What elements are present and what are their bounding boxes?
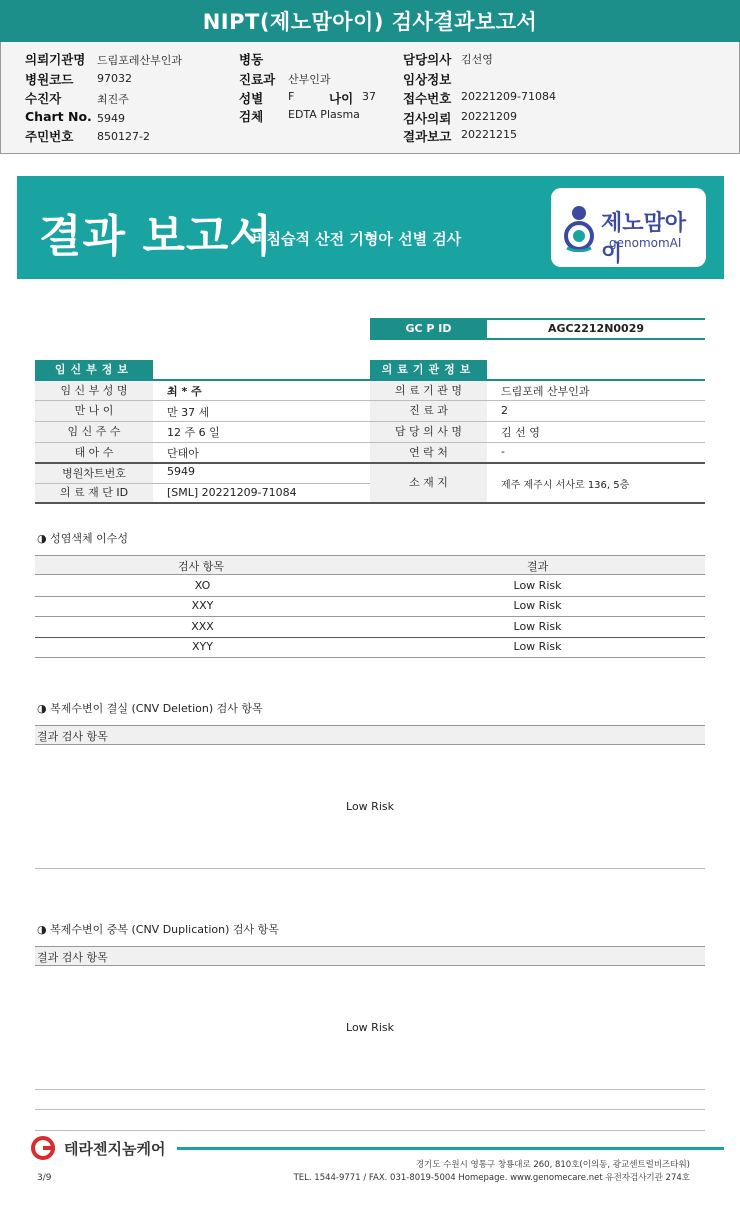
col-item-header: 검사 항목 [178, 560, 225, 573]
institution-key: 소 재 지 [370, 464, 487, 502]
divider [35, 868, 705, 869]
pregnant-value: 단태아 [167, 447, 199, 460]
pregnant-info-title: 임신부정보 [35, 360, 153, 380]
header-label: 진료과 [239, 72, 276, 87]
report-banner [17, 176, 724, 279]
logo-subtext: genomomAI [609, 236, 682, 250]
header-value: 5949 [97, 112, 125, 125]
divider [35, 1089, 705, 1090]
institution-value: 2 [501, 404, 508, 417]
age-value: 37 [362, 90, 376, 103]
table-header [35, 946, 705, 966]
header-value: 최진주 [97, 93, 129, 106]
header-value: EDTA Plasma [288, 108, 360, 121]
divider [35, 502, 705, 504]
genomom-logo-icon [561, 204, 597, 252]
patient-header-box [0, 42, 740, 154]
table-header [35, 725, 705, 745]
pregnant-value: 최 * 주 [167, 385, 202, 398]
institution-value: 드림포레 산부인과 [501, 385, 590, 398]
header-label: 수진자 [25, 91, 62, 106]
header-value: 드림포레산부인과 [97, 54, 183, 67]
pregnant-key: 의 료 재 단 ID [35, 484, 153, 502]
pregnant-key: 병원차트번호 [35, 464, 153, 483]
cnv-del-result: Low Risk [346, 800, 394, 813]
header-value: 850127-2 [97, 130, 150, 143]
header-value: 20221209 [461, 110, 517, 123]
header-value: 97032 [97, 72, 132, 85]
header-label: 임상정보 [403, 72, 452, 87]
header-label: 병원코드 [25, 72, 74, 87]
table-cell-result: Low Risk [513, 599, 562, 612]
table-cell-result: Low Risk [513, 579, 562, 592]
institution-key: 의 료 기 관 명 [370, 381, 487, 400]
pregnant-key: 만 나 이 [35, 401, 153, 421]
cnv-dup-result: Low Risk [346, 1021, 394, 1034]
institution-value: 김 선 영 [501, 426, 540, 439]
divider [35, 1109, 705, 1110]
header-label: 병동 [239, 52, 264, 67]
header-label: 검체 [239, 109, 264, 124]
age-label: 나이 [329, 91, 354, 106]
table-header [35, 555, 705, 575]
banner-title: 결과 보고서 [39, 211, 273, 262]
section-title: ◑ 복제수변이 중복 (CNV Duplication) 검사 항목 [37, 923, 279, 936]
footer-contact: TEL. 1544-9771 / FAX. 031-8019-5004 Homepage. www.genomecare.net 유전자검사기관 274호 [293, 1173, 690, 1183]
col-result-header: 결과 [527, 560, 549, 573]
divider [35, 637, 705, 638]
divider [35, 1130, 705, 1131]
pregnant-key: 임 신 주 수 [35, 422, 153, 442]
header-label: 주민번호 [25, 129, 74, 144]
header-label: Chart No. [25, 109, 92, 124]
cnv-del-header: 결과 검사 항목 [37, 730, 108, 743]
pregnant-value: 만 37 세 [167, 406, 210, 419]
header-value: 20221209-71084 [461, 90, 556, 103]
divider [35, 616, 705, 617]
institution-info-title: 의료기관정보 [370, 360, 487, 380]
genomom-logo [551, 188, 706, 267]
footer-company: 테라젠지놈케어 [64, 1140, 166, 1158]
header-label: 접수번호 [403, 91, 452, 106]
pregnant-value: [SML] 20221209-71084 [167, 486, 297, 499]
page-number: 3/9 [37, 1173, 52, 1183]
table-cell-result: Low Risk [513, 620, 562, 633]
divider [35, 596, 705, 597]
gc-pid-label: GC P ID [370, 318, 487, 340]
pregnant-key: 임 신 부 성 명 [35, 381, 153, 400]
table-cell-item: XYY [192, 640, 213, 653]
header-value: F [288, 90, 295, 103]
header-value: 산부인과 [288, 73, 331, 86]
table-cell-item: XO [194, 579, 211, 592]
header-label: 성별 [239, 91, 264, 106]
divider [35, 657, 705, 658]
pregnant-value: 5949 [167, 465, 195, 478]
institution-key: 진 료 과 [370, 401, 487, 421]
banner-subtitle: 비침습적 산전 기형아 선별 검사 [252, 230, 462, 248]
table-cell-result: Low Risk [513, 640, 562, 653]
header-label: 검사의뢰 [403, 111, 452, 126]
pregnant-value: 12 주 6 일 [167, 426, 220, 439]
header-label: 의뢰기관명 [25, 52, 86, 67]
document-title: NIPT(제노맘아이) 검사결과보고서 [0, 0, 740, 42]
header-label: 결과보고 [403, 129, 452, 144]
terragen-logo-icon [31, 1136, 61, 1160]
institution-value: 제주 제주시 서사로 136, 5층 [501, 480, 630, 491]
section-title: ◑ 복제수변이 결실 (CNV Deletion) 검사 항목 [37, 702, 263, 715]
footer-divider [177, 1147, 724, 1150]
institution-key: 연 락 처 [370, 443, 487, 462]
pregnant-key: 태 아 수 [35, 443, 153, 462]
institution-key: 담 당 의 사 명 [370, 422, 487, 442]
logo-text: 제노맘아이 [601, 211, 687, 267]
footer-address: 경기도 수원시 영통구 창룡대로 260, 810호(이의동, 광교센트럴비즈타워) [415, 1160, 690, 1170]
gc-pid-value: AGC2212N0029 [487, 318, 705, 340]
table-cell-item: XXX [191, 620, 214, 633]
section-title: ◑ 성염색체 이수성 [37, 532, 128, 545]
header-value: 20221215 [461, 128, 517, 141]
header-value: 김선영 [461, 53, 493, 66]
header-label: 담당의사 [403, 52, 452, 67]
cnv-dup-header: 결과 검사 항목 [37, 951, 108, 964]
table-cell-item: XXY [191, 599, 214, 612]
institution-value: - [501, 445, 505, 458]
